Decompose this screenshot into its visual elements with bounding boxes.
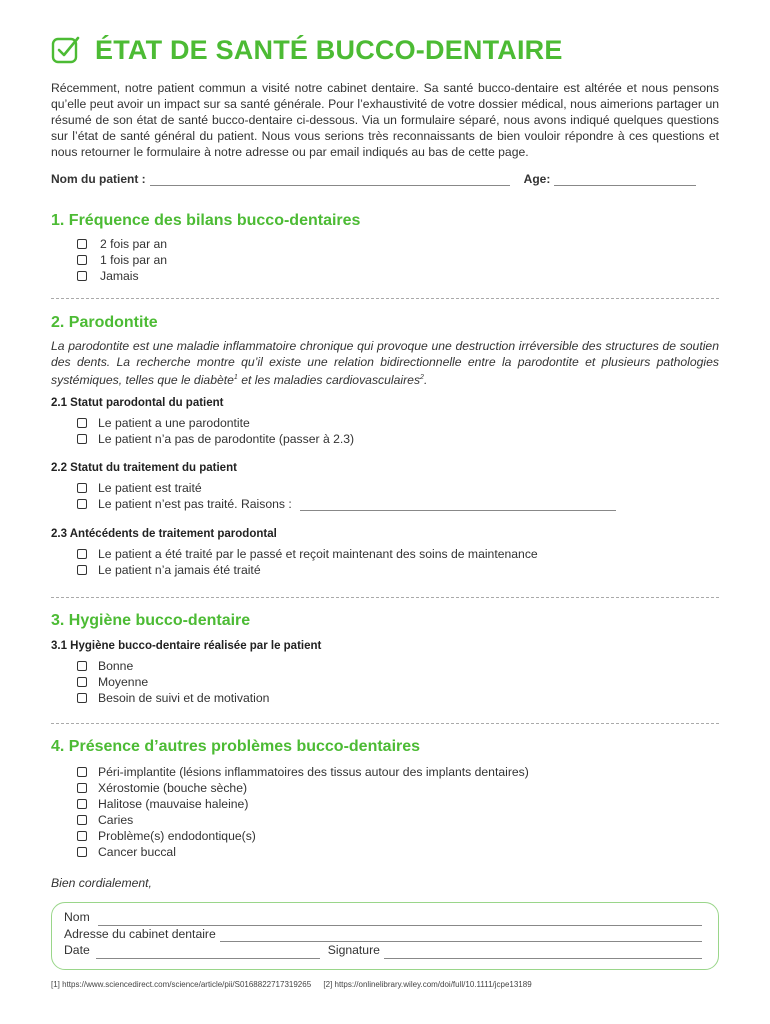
signature-field[interactable] xyxy=(384,947,702,959)
periodontitis-description: La parodontite est une maladie inflammatoire chronique qui provoque une destruction irréversible des structures de soutien des dents. La recherche montre qu’il existe une relation bidirectionnelle entre la parodontite et plusieurs pathologies systémiques, telles que le diabète$^1$ et les maladies cardiovasculaires$^2$. xyxy=(51,339,719,388)
checkbox[interactable] xyxy=(77,418,87,428)
divider xyxy=(51,723,719,724)
option-oral-cancer[interactable]: Cancer buccal xyxy=(77,844,719,860)
checkbox[interactable] xyxy=(77,815,87,825)
checkbox[interactable] xyxy=(77,434,87,444)
section-2-2-title: 2.2 Statut du traitement du patient xyxy=(51,462,237,474)
section-periodontitis xyxy=(51,314,719,388)
footer-references xyxy=(51,980,542,989)
checkbox[interactable] xyxy=(77,255,87,265)
checkbox[interactable] xyxy=(77,677,87,687)
checkbox[interactable] xyxy=(77,271,87,281)
patient-name-field[interactable] xyxy=(150,173,510,186)
option-xerostomia[interactable]: Xérostomie (bouche sèche) xyxy=(77,780,719,796)
name-field[interactable] xyxy=(98,914,702,926)
section-1-title: 1. Fréquence des bilans bucco-dentaires xyxy=(51,212,361,229)
intro-text: Récemment, notre patient commun a visité notre cabinet dentaire. Sa santé bucco-dentaire est altérée et nous pensons qu’elle peut avoir un impact sur sa santé générale. Pour l’exhaustivité de votre dossier médical, nous aimerions partager un résumé de son état de santé bucco-dentaire ci-dessous. Via un formulaire séparé, nous avons indiqué quelques questions sur l’état de santé général du patient. Nous vous serions très reconnaissants de bien vouloir répondre à ces questions et nous retourner le formulaire à notre adresse ou par email indiqués au bas de cette page. xyxy=(51,81,719,159)
checkbox[interactable] xyxy=(77,799,87,809)
option-peri-implantitis[interactable]: Péri-implantite (lésions inflammatoires des tissus autour des implants dentaires) xyxy=(77,764,719,780)
section-3-title: 3. Hygiène bucco-dentaire xyxy=(51,612,251,629)
address-field[interactable] xyxy=(220,930,702,942)
page-title: ÉTAT DE SANTÉ BUCCO-DENTAIRE xyxy=(95,34,563,65)
section-2-3-title: 2.3 Antécédents de traitement parodontal xyxy=(51,528,277,540)
footer-ref-2: [2] https://onlinelibrary.wiley.com/doi/full/10.1111/jcpe13189 xyxy=(323,980,532,989)
date-field[interactable] xyxy=(96,947,320,959)
option-never-treated[interactable]: Le patient n’a jamais été traité xyxy=(77,562,719,578)
section-4-title: 4. Présence d’autres problèmes bucco-dentaires xyxy=(51,738,421,755)
section-hygiene xyxy=(51,612,719,706)
option-not-treated[interactable]: Le patient n’est pas traité. Raisons : xyxy=(77,496,719,512)
closing-text: Bien cordialement, xyxy=(51,876,152,890)
option-endodontic[interactable]: Problème(s) endodontique(s) xyxy=(77,828,719,844)
option-hygiene-good[interactable]: Bonne xyxy=(77,658,719,674)
signature-name-row: Nom xyxy=(64,909,702,926)
checkbox[interactable] xyxy=(77,549,87,559)
divider xyxy=(51,298,719,299)
option-maintenance[interactable]: Le patient a été traité par le passé et reçoit maintenant des soins de maintenance xyxy=(77,546,719,562)
option-halitosis[interactable]: Halitose (mauvaise haleine) xyxy=(77,796,719,812)
option-has-periodontitis[interactable]: Le patient a une parodontite xyxy=(77,415,719,431)
header xyxy=(51,30,719,70)
divider xyxy=(51,597,719,598)
reasons-field[interactable] xyxy=(300,498,616,511)
footer-ref-1: [1] https://www.sciencedirect.com/science/article/pii/S0168822717319265 xyxy=(51,980,312,989)
checkbox[interactable] xyxy=(77,847,87,857)
option-hygiene-average[interactable]: Moyenne xyxy=(77,674,719,690)
section-frequency xyxy=(51,212,719,284)
option-hygiene-followup[interactable]: Besoin de suivi et de motivation xyxy=(77,690,719,706)
signature-address-row: Adresse du cabinet dentaire xyxy=(64,926,702,943)
checkbox[interactable] xyxy=(77,661,87,671)
option-treated[interactable]: Le patient est traité xyxy=(77,480,719,496)
section-2-3 xyxy=(51,528,719,578)
checkbox[interactable] xyxy=(77,783,87,793)
section-3-1-title: 3.1 Hygiène bucco-dentaire réalisée par le patient xyxy=(51,640,322,652)
checkbox[interactable] xyxy=(77,767,87,777)
option-no-periodontitis[interactable]: Le patient n’a pas de parodontite (passer à 2.3) xyxy=(77,431,719,447)
checkbox[interactable] xyxy=(77,499,87,509)
section-2-title: 2. Parodontite xyxy=(51,314,158,331)
checkbox[interactable] xyxy=(77,565,87,575)
signature-box xyxy=(51,902,719,970)
option-frequency-2x[interactable]: 2 fois par an xyxy=(77,236,719,252)
checkbox[interactable] xyxy=(77,693,87,703)
checkbox-check-icon xyxy=(51,35,81,65)
patient-name-label: Nom du patient : xyxy=(51,172,146,186)
signature-date-row: Date Signature xyxy=(64,942,702,959)
section-2-2 xyxy=(51,462,719,512)
option-caries[interactable]: Caries xyxy=(77,812,719,828)
option-frequency-never[interactable]: Jamais xyxy=(77,268,719,284)
checkbox[interactable] xyxy=(77,483,87,493)
section-other-problems xyxy=(51,738,719,860)
checkbox[interactable] xyxy=(77,239,87,249)
section-2-1 xyxy=(51,397,719,447)
option-frequency-1x[interactable]: 1 fois par an xyxy=(77,252,719,268)
patient-age-field[interactable] xyxy=(554,173,696,186)
section-2-1-title: 2.1 Statut parodontal du patient xyxy=(51,397,224,409)
checkbox[interactable] xyxy=(77,831,87,841)
patient-age-label: Age: xyxy=(523,172,551,186)
patient-row xyxy=(51,172,719,186)
